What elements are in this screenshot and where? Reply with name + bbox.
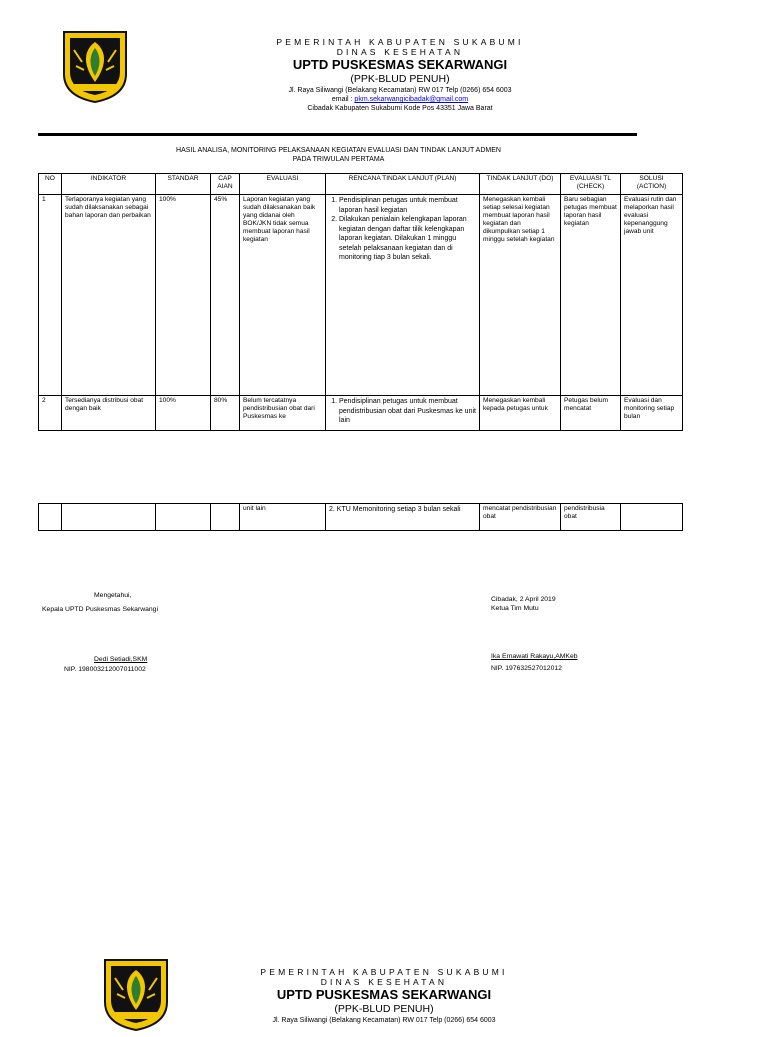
organization-name: UPTD PUSKESMAS SEKARWANGI xyxy=(292,57,508,72)
plan-list xyxy=(329,196,476,263)
standar-cell: 100% xyxy=(156,396,211,431)
place-date: Cibadak, 2 April 2019 xyxy=(491,596,556,603)
team-lead-name: Ika Ernawati Rakayu,AMKeb xyxy=(491,653,578,660)
header-do: TINDAK LANJUT (DO) xyxy=(480,174,561,195)
document-title xyxy=(40,146,637,164)
capaian-cell: 80% xyxy=(211,396,240,431)
agency-name: DINAS KESEHATAN xyxy=(320,977,448,987)
plan-number: 2. xyxy=(329,506,335,513)
head-nip: NIP. 198003212007011002 xyxy=(64,666,146,673)
table-row xyxy=(39,504,683,531)
organization-status: (PPK-BLUD PENUH) xyxy=(350,73,450,85)
organization-name: UPTD PUSKESMAS SEKARWANGI xyxy=(276,987,492,1002)
letterhead-divider xyxy=(38,133,637,136)
indikator-cell: Tersedianya distribusi obat dengan baik xyxy=(62,396,156,431)
row-number: 2 xyxy=(39,396,62,431)
government-name: PEMERINTAH KABUPATEN SUKABUMI xyxy=(260,967,508,977)
evaluasi-cell: Laporan kegiatan yang sudah dilaksanakan baik yang didanai oleh BOK/JKN tidak semua membuat laporan hasil kegiatan xyxy=(240,195,326,396)
action-cell xyxy=(621,504,683,531)
indikator-cell xyxy=(62,504,156,531)
head-role: Kepala UPTD Puskesmas Sekarwangi xyxy=(42,606,158,613)
agency-name: DINAS KESEHATAN xyxy=(336,47,464,57)
check-cell: pendistribusia obat xyxy=(561,504,621,531)
evaluasi-cell: unit lain xyxy=(240,504,326,531)
header-action: SOLUSI (ACTION) xyxy=(621,174,683,195)
do-cell: mencatat pendistribusian obat xyxy=(480,504,561,531)
head-name: Dedi Setiadi,SKM xyxy=(94,656,148,663)
header-capaian: CAP AIAN xyxy=(211,174,240,195)
header-plan: RENCANA TINDAK LANJUT (PLAN) xyxy=(326,174,480,195)
address-line: Jl. Raya Siliwangi (Belakang Kecamatan) RW 017 Telp (0266) 654 6003 xyxy=(288,87,512,94)
header-no: NO xyxy=(39,174,62,195)
letterhead-page-2 xyxy=(184,967,584,1025)
email-label: email : xyxy=(331,96,353,103)
plan-item: KTU Memonitoring setiap 3 bulan sekali xyxy=(336,506,461,513)
government-name: PEMERINTAH KABUPATEN SUKABUMI xyxy=(276,37,524,47)
table-header-row xyxy=(39,174,683,195)
title-line-2: PADA TRIWULAN PERTAMA xyxy=(292,156,385,163)
check-cell: Baru sebagian petugas membuat laporan hasil kegiatan xyxy=(561,195,621,396)
row-number: 1 xyxy=(39,195,62,396)
acknowledged-label: Mengetahui, xyxy=(94,592,132,599)
address-line: Jl. Raya Siliwangi (Belakang Kecamatan) RW 017 Telp (0266) 654 6003 xyxy=(272,1017,496,1024)
action-cell: Evaluasi dan monitoring setiap bulan xyxy=(621,396,683,431)
do-cell: Menegaskan kembali setiap selesai kegiatan membuat laporan hasil kegiatan dan dikumpulkan setiap 1 minggu setelah kegiatan xyxy=(480,195,561,396)
indikator-cell: Terlaporanya kegiatan yang sudah dilaksanakan sebagai bahan laporan dan perbaikan xyxy=(62,195,156,396)
plan-cell xyxy=(326,504,480,531)
continuation-table xyxy=(38,503,683,531)
team-role: Ketua Tim Mutu xyxy=(491,605,539,612)
row-number xyxy=(39,504,62,531)
coat-of-arms-icon xyxy=(103,958,169,1032)
action-cell: Evaluasi rutin dan melaporkan hasil evaluasi kepenanggung jawab unit xyxy=(621,195,683,396)
header-indikator: INDIKATOR xyxy=(62,174,156,195)
standar-cell xyxy=(156,504,211,531)
team-lead-nip: NIP. 197632527012012 xyxy=(491,665,562,672)
header-evaluasi: EVALUASI xyxy=(240,174,326,195)
regency-logo xyxy=(103,958,169,1032)
table-row xyxy=(39,396,683,431)
email-line xyxy=(200,95,600,104)
plan-cell xyxy=(326,396,480,431)
plan-item: 1. Pendisiplinan petugas untuk membuat laporan hasil kegiatan xyxy=(339,196,476,215)
organization-status: (PPK-BLUD PENUH) xyxy=(334,1003,434,1015)
check-cell: Petugas belum mencatat xyxy=(561,396,621,431)
header-standar: STANDAR xyxy=(156,174,211,195)
coat-of-arms-icon xyxy=(62,30,128,104)
header-check: EVALUASI TL (CHECK) xyxy=(561,174,621,195)
plan-item: 2. Dilakukan penialain kelengkapan laporan kegiatan dengan daftar tilik kelengkapan laporan kegiatan. Dilakukan 1 minggu setelah pelaksanaan kegiatan dan di monitoring tiap 3 bulan sekali. xyxy=(339,215,476,263)
plan-list xyxy=(329,397,476,426)
plan-item: 1. Pendisiplinan petugas untuk membuat pendistribusian obat dari Puskesmas ke unit lain xyxy=(339,397,476,426)
letterhead xyxy=(200,37,600,113)
table-row xyxy=(39,195,683,396)
regency-logo xyxy=(62,30,128,104)
plan-cell xyxy=(326,195,480,396)
evaluasi-cell: Belum tercatatnya pendistribusian obat dari Puskesmas ke xyxy=(240,396,326,431)
city-line: Cibadak Kabupaten Sukabumi Kode Pos 43351 Jawa Barat xyxy=(307,105,493,112)
capaian-cell xyxy=(211,504,240,531)
standar-cell: 100% xyxy=(156,195,211,396)
do-cell: Menegaskan kembali kepada petugas untuk xyxy=(480,396,561,431)
title-line-1: HASIL ANALISA, MONITORING PELAKSANAAN KEGIATAN EVALUASI DAN TINDAK LANJUT ADMEN xyxy=(176,147,501,154)
email-link[interactable]: pkm.sekarwangicibadak@gmail.com xyxy=(354,96,469,103)
evaluation-table xyxy=(38,173,683,431)
capaian-cell: 45% xyxy=(211,195,240,396)
